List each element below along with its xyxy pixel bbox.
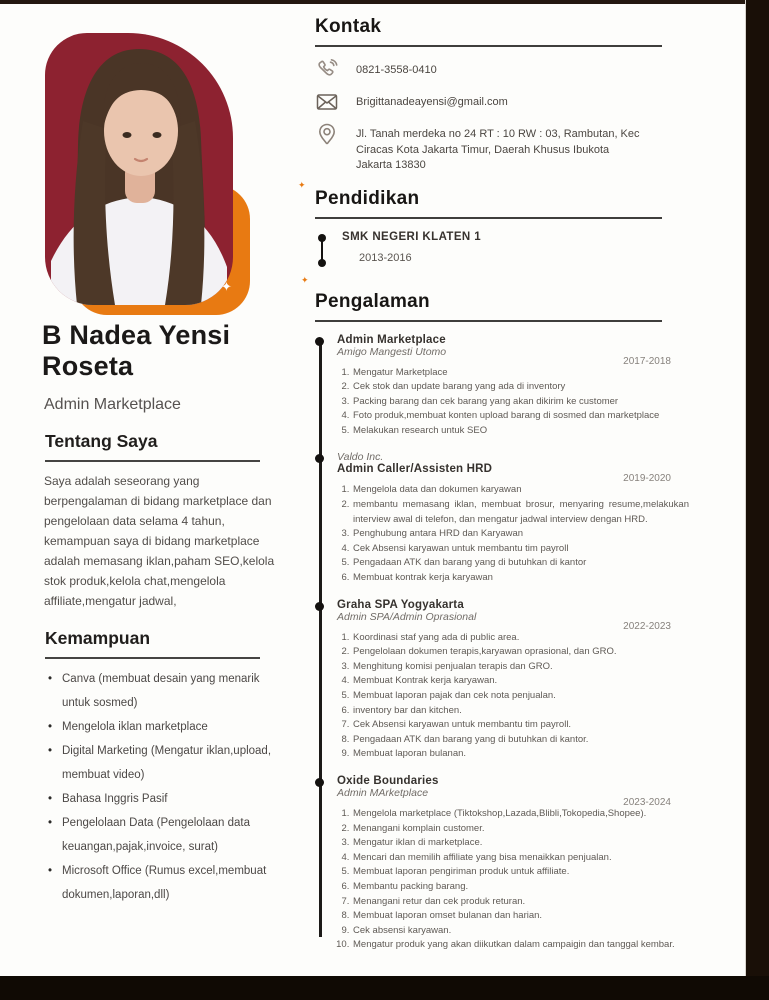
job-duty: 9. Cek absensi karyawan.: [352, 924, 689, 939]
timeline-dot-icon: [318, 259, 326, 267]
profile-photo: [45, 33, 233, 305]
job-duty: 3. Penghubung antara HRD dan Karyawan: [352, 527, 689, 542]
experience-entry: [337, 599, 689, 762]
job-duty: 1. Mengelola data dan dokumen karyawan: [352, 483, 689, 498]
right-column: [315, 10, 689, 966]
sparkle-icon: ✦: [221, 279, 232, 294]
scan-frame-bottom: [0, 976, 769, 1000]
job-duty: 8. Pengadaan ATK dan barang yang di butuhkan di kantor.: [352, 733, 689, 748]
skill-item: • Canva (membuat desain yang menarik untuk sosmed): [62, 667, 290, 715]
job-line1: Admin Marketplace: [337, 333, 446, 346]
job-duty: 1. Koordinasi staf yang ada di public area.: [352, 631, 689, 646]
job-duty: 3. Mengatur iklan di marketplace.: [352, 836, 689, 851]
job-duty: 4. Foto produk,membuat konten upload barang di sosmed dan marketplace: [352, 409, 689, 424]
job-duty: 6. Membuat kontrak kerja karyawan: [352, 571, 689, 586]
scan-frame-top: [0, 0, 769, 4]
job-line2: Admin MArketplace: [337, 786, 429, 799]
job-duty: 7. Cek Absensi karyawan untuk membantu tim payroll.: [352, 718, 689, 733]
email-icon: [315, 90, 339, 114]
experience-heading: Pengalaman: [315, 285, 662, 322]
job-line1: Graha SPA Yogyakarta: [337, 598, 464, 611]
job-period: 2023-2024: [623, 796, 671, 808]
skill-item: • Digital Marketing (Mengatur iklan,upload, membuat video): [62, 739, 290, 787]
sparkle-icon: ✦: [301, 275, 309, 285]
job-duty: 4. Membuat Kontrak kerja karyawan.: [352, 674, 689, 689]
experience-timeline: [337, 334, 689, 953]
experience-entry: [337, 451, 689, 585]
job-line2: Admin SPA/Admin Oprasional: [337, 610, 477, 623]
phone-number: 0821-3558-0410: [356, 64, 437, 76]
job-line2: Admin Caller/Assisten HRD: [337, 463, 493, 476]
left-column: [42, 320, 294, 907]
scan-frame-right: [745, 0, 769, 1000]
job-duties-list: [337, 366, 689, 439]
skill-item: • Bahasa Inggris Pasif: [62, 787, 290, 811]
contact-phone-row: [315, 58, 673, 82]
job-period: 2017-2018: [623, 355, 671, 367]
job-duty: 6. inventory bar dan kitchen.: [352, 704, 689, 719]
job-duty: 2. Pengelolaan dokumen terapis,karyawan oprasional, dan GRO.: [352, 645, 689, 660]
about-heading: Tentang Saya: [45, 431, 260, 462]
job-duties-list: [337, 807, 689, 953]
profile-photo-block: [45, 33, 309, 323]
job-duties-list: [337, 483, 689, 585]
job-duty: 5. Pengadaan ATK dan barang yang di butuhkan di kantor: [352, 556, 689, 571]
contact-email-row: [315, 90, 673, 114]
job-duties-list: [337, 631, 689, 762]
education-heading: Pendidikan: [315, 182, 662, 219]
about-text: Saya adalah seseorang yang berpengalaman di bidang marketplace dan pengelolaan data selama 4 tahun, kemampuan saya di bidang marketplace adalah memasang iklan,paham SEO,kelola stok produk,kelola chat,mengelola affiliate,mengatur jadwal,: [44, 474, 275, 608]
skills-list: [44, 667, 290, 907]
job-duty: 4. Mencari dan memilih affiliate yang bisa menaikkan penjualan.: [352, 851, 689, 866]
job-duty: 2. Cek stok dan update barang yang ada di inventory: [352, 380, 689, 395]
job-duty: 2. membantu memasang iklan, membuat brosur, menyaring resume,melakukan interview awal di telefon, dan mengatur jadwal interview dengan HRD.: [352, 498, 689, 527]
school-years: 2013-2016: [359, 251, 412, 264]
skill-item: • Microsoft Office (Rumus excel,membuat dokumen,laporan,dll): [62, 859, 290, 907]
job-duty: 6. Membantu packing barang.: [352, 880, 689, 895]
job-duty: 8. Membuat laporan omset bulanan dan harian.: [352, 909, 689, 924]
portrait-illustration: [45, 33, 233, 305]
job-duty: 7. Menangani retur dan cek produk returan.: [352, 895, 689, 910]
job-line2: Amigo Mangesti Utomo: [337, 345, 447, 358]
postal-address: Jl. Tanah merdeka no 24 RT : 10 RW : 03, Rambutan, Kec Ciracas Kota Jakarta Timur, Daerah Khusus Ibukota Jakarta 13830: [356, 128, 640, 171]
job-line1: Oxide Boundaries: [337, 774, 439, 787]
skill-item: • Pengelolaan Data (Pengelolaan data keuangan,pajak,invoice, surat): [62, 811, 290, 859]
job-duty: 3. Packing barang dan cek barang yang akan dikirim ke customer: [352, 395, 689, 410]
job-duty: 3. Menghitung komisi penjualan terapis dan GRO.: [352, 660, 689, 675]
skill-item: • Mengelola iklan marketplace: [62, 715, 290, 739]
timeline-line: [319, 339, 322, 937]
school-name: SMK NEGERI KLATEN 1: [342, 230, 482, 243]
experience-entry: [337, 775, 689, 953]
contact-heading: Kontak: [315, 10, 662, 47]
experience-entry: [337, 334, 689, 439]
education-entry: [318, 231, 673, 277]
job-duty: 4. Cek Absensi karyawan untuk membantu tim payroll: [352, 542, 689, 557]
job-duty: 1. Mengelola marketplace (Tiktokshop,Lazada,Blibli,Tokopedia,Shopee).: [352, 807, 689, 822]
job-duty: 1. Mengatur Marketplace: [352, 366, 689, 381]
job-duty: 2. Menangani komplain customer.: [352, 822, 689, 837]
sparkle-icon: ✦: [298, 180, 306, 190]
job-duty: 5. Membuat laporan pajak dan cek nota penjualan.: [352, 689, 689, 704]
phone-icon: [315, 58, 339, 82]
job-period: 2019-2020: [623, 473, 671, 485]
person-job-title: Admin Marketplace: [44, 396, 181, 413]
email-address: Brigittanadeayensi@gmail.com: [356, 96, 508, 108]
job-period: 2022-2023: [623, 620, 671, 632]
location-icon: [315, 122, 339, 146]
person-name: B Nadea Yensi Roseta: [42, 320, 231, 381]
contact-address-row: [315, 122, 673, 174]
job-duty: 5. Melakukan research untuk SEO: [352, 424, 689, 439]
job-duty: 9. Membuat laporan bulanan.: [352, 747, 689, 762]
skills-heading: Kemampuan: [45, 628, 260, 659]
job-duty: 10. Mengatur produk yang akan diikutkan dalam campaigin dan tanggal kembar.: [352, 938, 689, 953]
job-line1: Valdo Inc.: [337, 451, 384, 464]
contact-list: [315, 58, 673, 174]
job-duty: 5. Membuat laporan pengiriman produk untuk affiliate.: [352, 865, 689, 880]
